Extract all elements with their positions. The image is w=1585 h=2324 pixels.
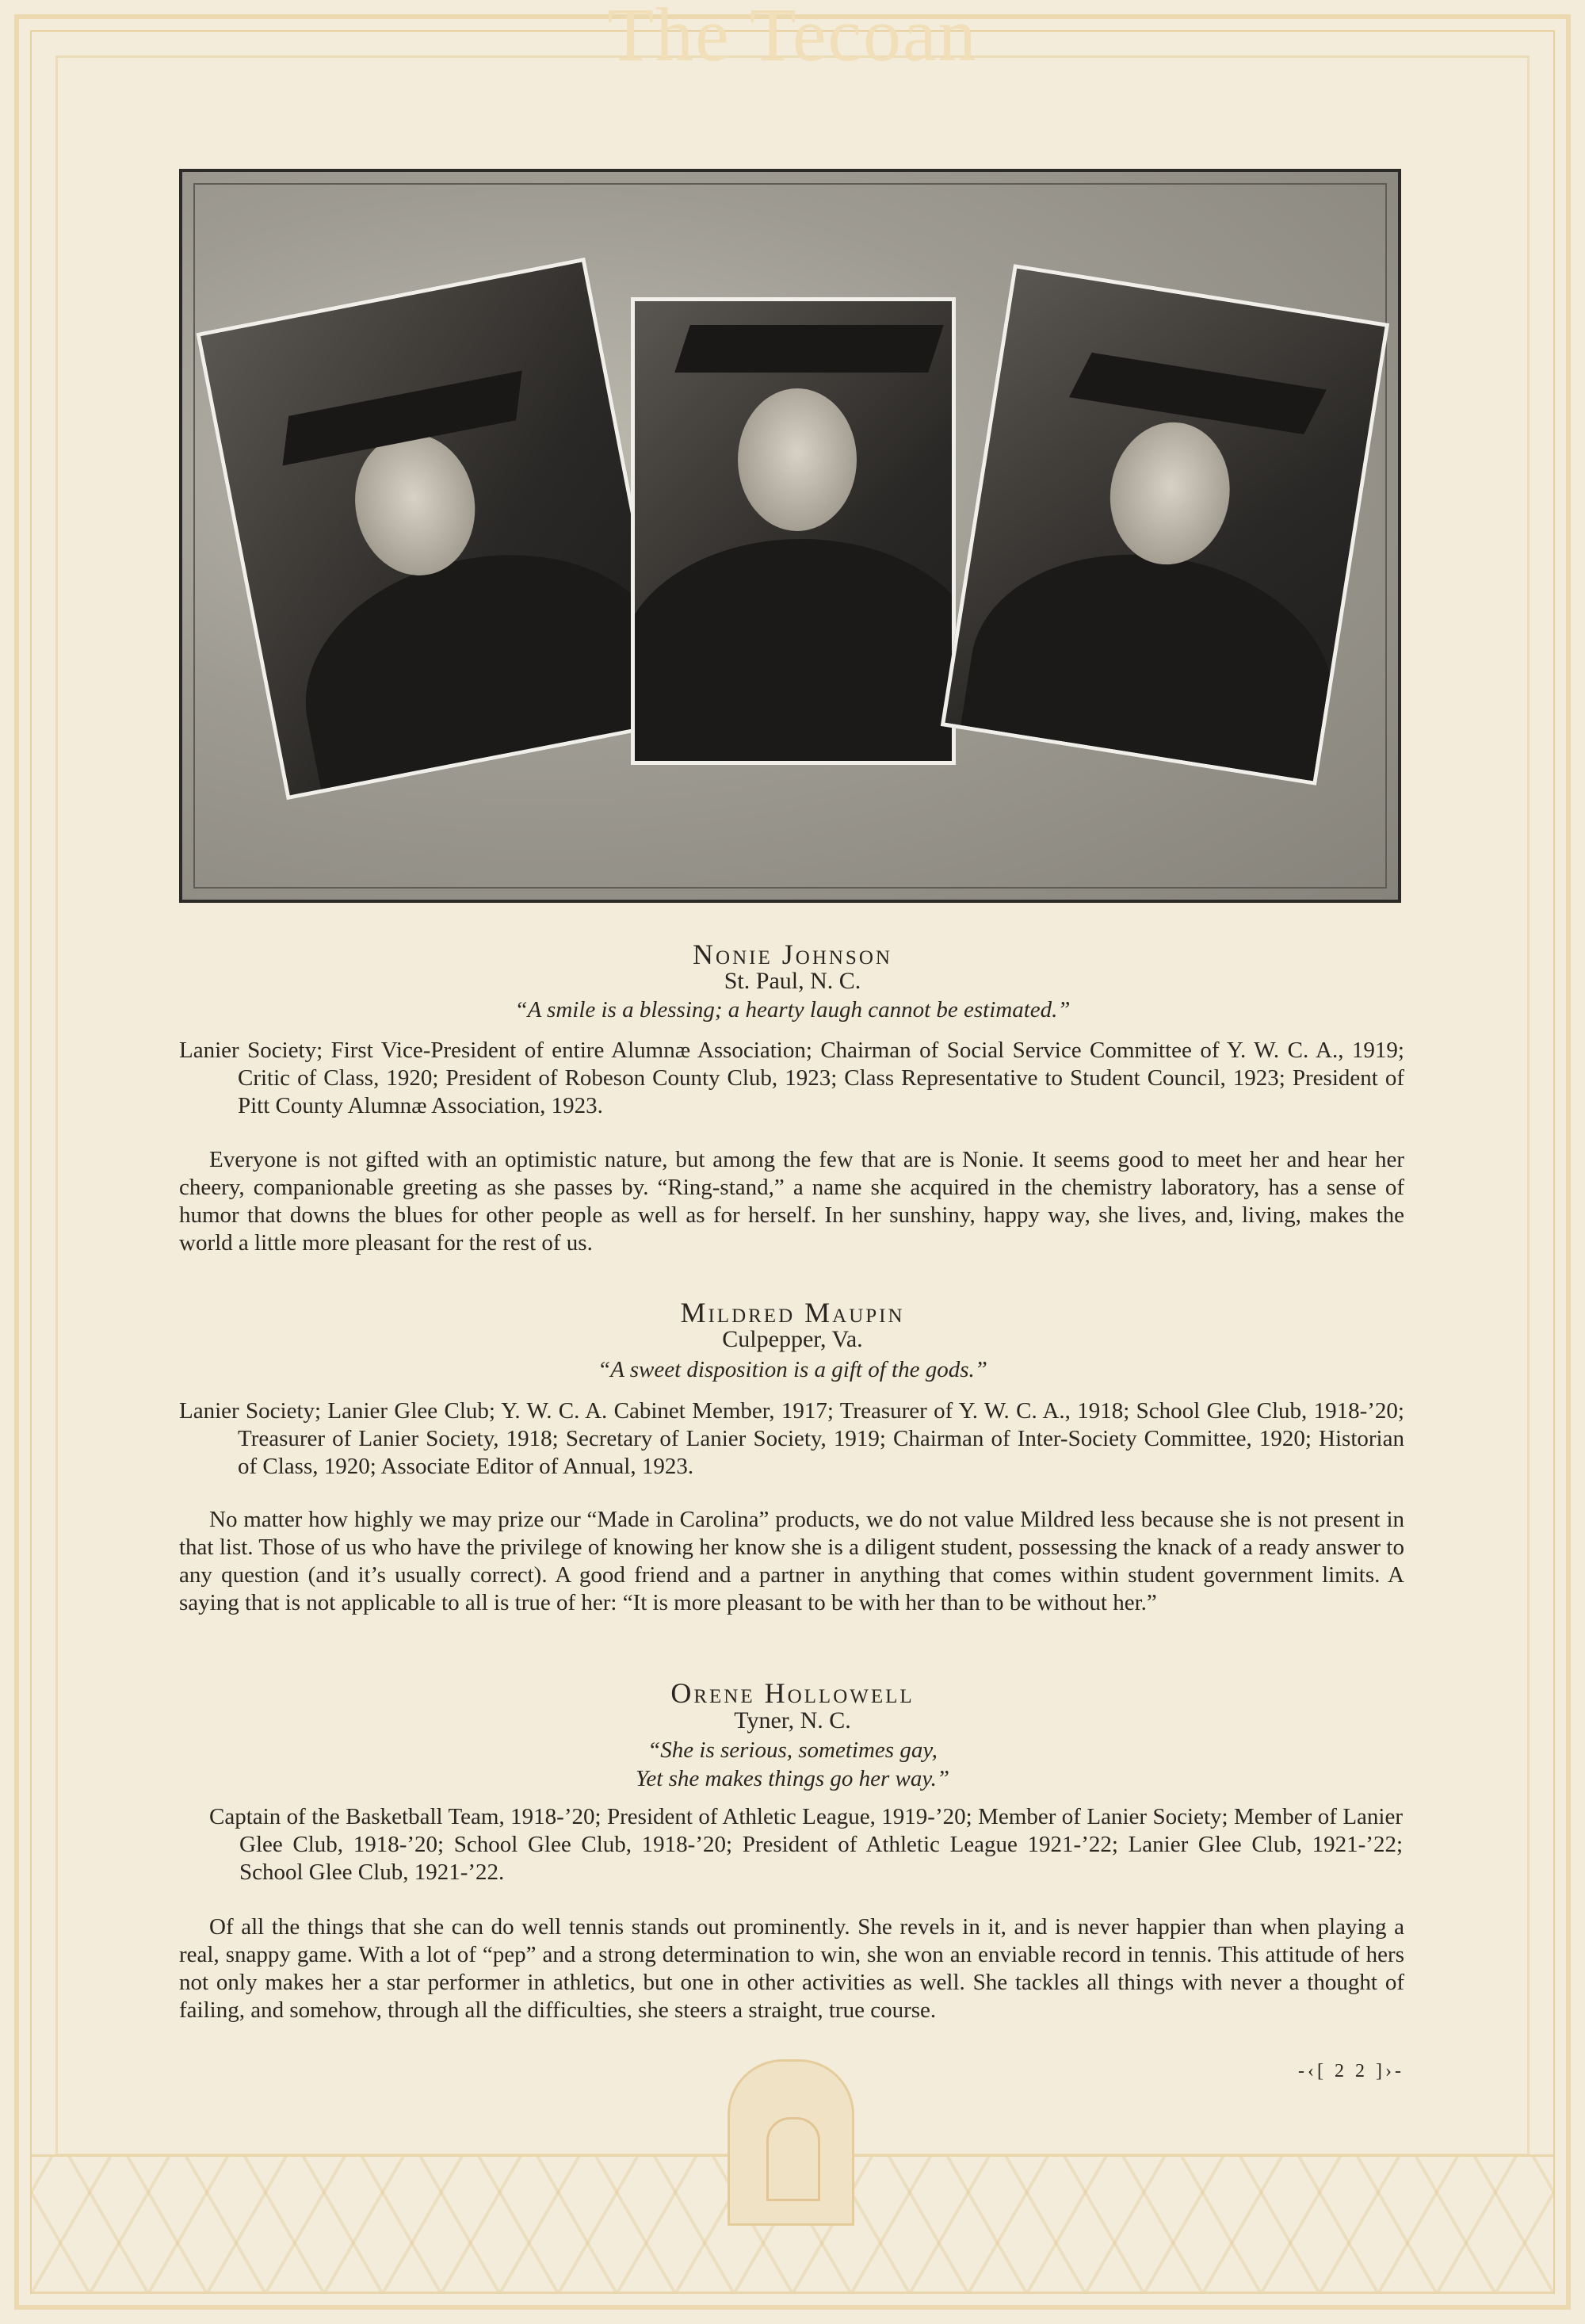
- entry-name: Mildred Maupin: [680, 1297, 905, 1328]
- activities-text: Lanier Society; Lanier Glee Club; Y. W. C. A. Cabinet Member, 1917; Treasurer of Y. W. C. A., 1918; School Glee Club, 1918-’20; Treasurer of Lanier Society, 1918; Secretary of Lanier Society, 1919; Chairman of Inter-Society Committee, 1920; Historian of Class, 1920; Associate Editor of Annual, 1923.: [179, 1398, 1404, 1479]
- doorway-ornament-icon: [728, 2059, 854, 2226]
- entry-quote: “A sweet disposition is a gift of the gods.”: [598, 1357, 987, 1382]
- running-head: The Tecoan: [607, 0, 978, 77]
- entry-biography: [179, 1506, 1404, 1617]
- entry-biography: [179, 1913, 1404, 2024]
- activities-text: Lanier Society; First Vice-President of entire Alumnæ Association; Chairman of Social Service Committee of Y. W. C. A., 1919; Critic of Class, 1920; President of Robeson County Club, 1923; Class Representative to Student Council, 1923; President of Pitt County Alumnæ Association, 1923.: [179, 1038, 1404, 1118]
- entry-biography: [179, 1146, 1404, 1257]
- entry-place: Culpepper, Va.: [722, 1326, 863, 1352]
- entry-name: Nonie Johnson: [693, 938, 892, 970]
- page-number: -‹[ 2 2 ]›-: [1298, 2061, 1404, 2081]
- entry-place: Tyner, N. C.: [734, 1707, 851, 1733]
- entry-activities: [181, 1803, 1403, 1886]
- activities-text: Captain of the Basketball Team, 1918-’20; President of Athletic League, 1919-’20; Member of Lanier Society; Member of Lanier Glee Club, 1918-’20; School Glee Club, 1918-’20; President of Athletic League 1921-’22; Lanier Glee Club, 1921-’22; School Glee Club, 1921-’22.: [209, 1804, 1403, 1885]
- entry-activities: [179, 1397, 1404, 1481]
- biography-text: Everyone is not gifted with an optimistic nature, but among the few that are is Nonie. It seems good to meet her and hear her cheery, companionable greeting as she passes by. “Ring-stand,” a name she acquired in the chemistry laboratory, has a sense of humor that downs the blues for other people as well as for herself. In her sunshiny, happy way, she lives, and, living, makes the world a little more pleasant for the rest of us.: [179, 1147, 1404, 1256]
- entry-place: St. Paul, N. C.: [724, 968, 861, 994]
- portrait-photo-center: [631, 297, 956, 765]
- portrait-photo-left: [196, 258, 675, 800]
- entry-quote: “A smile is a blessing; a hearty laugh cannot be estimated.”: [514, 997, 1071, 1022]
- entry-activities: [179, 1037, 1404, 1120]
- entry-quote-line-2: Yet she makes things go her way.”: [635, 1766, 950, 1791]
- photo-frame: [179, 169, 1401, 903]
- biography-text: No matter how highly we may prize our “Made in Carolina” products, we do not value Mildred less because she is not present in that list. Those of us who have the privilege of knowing her know she is a diligent student, possessing the knack of a ready answer to any question (and it’s usually correct). A good friend and a partner in anything that comes within student government limits. A saying that is not applicable to all is true of her: “It is more pleasant to be with her than to be without her.”: [179, 1507, 1404, 1615]
- entry-name: Orene Hollowell: [670, 1677, 915, 1709]
- portrait-photo-right: [941, 264, 1389, 785]
- biography-text: Of all the things that she can do well tennis stands out prominently. She revels in it, and is never happier than when playing a real, snappy game. With a lot of “pep” and a strong determination to win, she won an enviable record in tennis. This attitude of hers not only makes her a star performer in athletics, but one in other activities as well. She tackles all things with never a thought of failing, and somehow, through all the difficulties, she steers a straight, true course.: [179, 1914, 1404, 2023]
- entry-quote-line-1: “She is serious, sometimes gay,: [647, 1737, 938, 1763]
